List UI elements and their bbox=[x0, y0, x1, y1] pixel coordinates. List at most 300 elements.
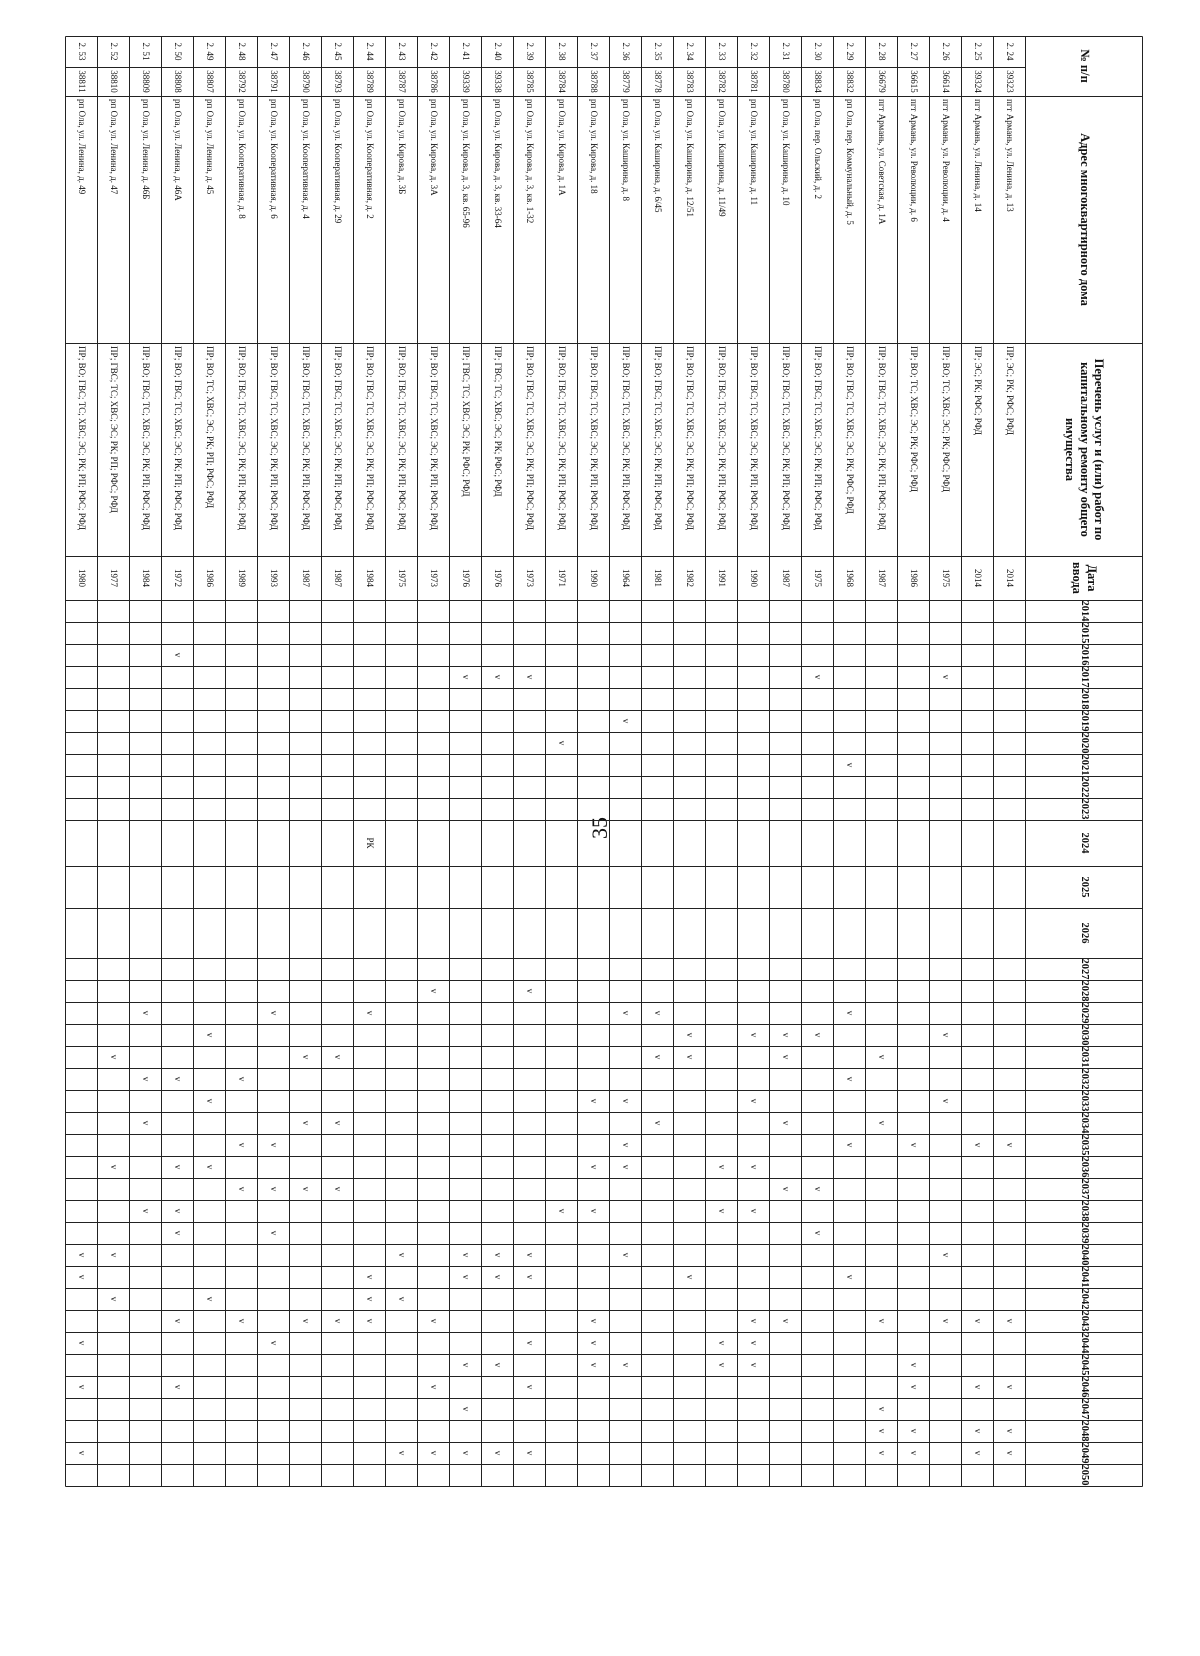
header-year-2016: 2016 bbox=[1079, 644, 1090, 666]
services-list: ПР; ВО; ГВС; ТС; ХВС; ЭС; РК; РП; РФС; РФД bbox=[525, 346, 535, 531]
services-list: ПР; ВО; ГВС; ТС; ХВС; ЭС; РК; РП; РФС; РФД bbox=[397, 346, 407, 531]
commission-year: 1972 bbox=[173, 569, 183, 587]
row-number: 2. 44 bbox=[365, 42, 375, 61]
commission-year: 1975 bbox=[941, 569, 951, 587]
house-address: рп Ола, ул. Кирова, д. 1А bbox=[557, 99, 567, 196]
schedule-mark: v bbox=[237, 1186, 247, 1192]
row-number: 2. 36 bbox=[621, 42, 631, 61]
schedule-mark: v bbox=[173, 1384, 183, 1390]
schedule-mark: v bbox=[493, 1252, 503, 1258]
house-id: 38784 bbox=[557, 70, 567, 93]
schedule-mark: v bbox=[781, 1186, 791, 1192]
services-list: ПР; ГВС; ТС; ХВС; ЭС; РК; РП; РФС; РФД bbox=[109, 346, 119, 513]
schedule-mark: v bbox=[333, 1186, 343, 1192]
schedule-mark: v bbox=[173, 1076, 183, 1082]
services-list: ПР; ВО; ГВС; ТС; ХВС; ЭС; РК; РП; РФС; РФД bbox=[685, 346, 695, 531]
row-number: 2. 26 bbox=[941, 42, 951, 61]
commission-year: 1977 bbox=[109, 569, 119, 587]
schedule-mark: v bbox=[813, 1032, 823, 1038]
schedule-mark: v bbox=[173, 1230, 183, 1236]
house-address: пгт Армань, ул. Ленина, д. 14 bbox=[973, 99, 983, 212]
row-number: 2. 46 bbox=[301, 42, 311, 61]
row-number: 2. 27 bbox=[909, 42, 919, 61]
house-id: 38780 bbox=[781, 70, 791, 93]
schedule-mark: v bbox=[941, 1032, 951, 1038]
capital-repair-schedule-table bbox=[78, 36, 1143, 1646]
schedule-mark: v bbox=[461, 674, 471, 680]
commission-year: 1975 bbox=[397, 569, 407, 587]
schedule-mark: v bbox=[429, 1450, 439, 1456]
schedule-mark: v bbox=[77, 1252, 87, 1258]
house-id: 38778 bbox=[653, 70, 663, 93]
row-number: 2. 37 bbox=[589, 42, 599, 61]
services-list: ПР; ВО; ТС; ХВС; ЭС; РК; РФС; РФД bbox=[909, 346, 919, 492]
header-address: Адрес многоквартирного дома bbox=[1077, 133, 1092, 306]
schedule-mark: v bbox=[621, 718, 631, 724]
schedule-mark: v bbox=[109, 1252, 119, 1258]
house-id: 36679 bbox=[877, 70, 887, 93]
schedule-mark: v bbox=[749, 1164, 759, 1170]
house-id: 38832 bbox=[845, 70, 855, 93]
schedule-mark: v bbox=[621, 1164, 631, 1170]
schedule-mark: v bbox=[173, 1318, 183, 1324]
house-id: 39338 bbox=[493, 70, 503, 93]
house-address: рп Ола, ул. Ленина, д. 46Б bbox=[141, 99, 151, 200]
header-year-2033: 2033 bbox=[1079, 1090, 1090, 1112]
house-address: рп Ола, ул. Каширина, д. 10 bbox=[781, 99, 791, 206]
commission-year: 2014 bbox=[1005, 569, 1015, 587]
schedule-mark: v bbox=[717, 1340, 727, 1346]
schedule-mark: v bbox=[525, 1384, 535, 1390]
schedule-mark: v bbox=[717, 1362, 727, 1368]
commission-year: 1986 bbox=[205, 569, 215, 587]
commission-year: 1984 bbox=[365, 569, 375, 587]
page-number: 35 bbox=[587, 817, 612, 839]
header-year-2022: 2022 bbox=[1079, 776, 1090, 798]
schedule-mark: v bbox=[749, 1098, 759, 1104]
services-list: ПР; ЭС; РК; РФС; РФД bbox=[973, 346, 983, 436]
schedule-mark: v bbox=[461, 1362, 471, 1368]
schedule-mark: v bbox=[685, 1274, 695, 1280]
schedule-mark: v bbox=[525, 988, 535, 994]
row-number: 2. 34 bbox=[685, 42, 695, 61]
schedule-mark: v bbox=[269, 1142, 279, 1148]
commission-year: 1984 bbox=[141, 569, 151, 587]
schedule-mark: v bbox=[1005, 1450, 1015, 1456]
header-year-2048: 2048 bbox=[1079, 1420, 1090, 1442]
header-year-2041: 2041 bbox=[1079, 1266, 1090, 1288]
schedule-mark: v bbox=[941, 1098, 951, 1104]
house-id: 38807 bbox=[205, 70, 215, 93]
schedule-mark: v bbox=[525, 674, 535, 680]
services-list: ПР; ЭС; РК; РФС; РФД bbox=[1005, 346, 1015, 436]
schedule-mark: v bbox=[749, 1318, 759, 1324]
house-id: 38788 bbox=[589, 70, 599, 93]
house-address: пгт Армань, ул. Революции, д. 6 bbox=[909, 99, 919, 222]
schedule-mark: v bbox=[365, 1274, 375, 1280]
house-id: 39324 bbox=[973, 70, 983, 93]
schedule-mark: v bbox=[77, 1340, 87, 1346]
house-address: рп Ола, ул. Каширина, д. 11 bbox=[749, 99, 759, 206]
row-number: 2. 35 bbox=[653, 42, 663, 61]
schedule-mark: v bbox=[621, 1362, 631, 1368]
schedule-mark: v bbox=[813, 1186, 823, 1192]
schedule-mark: v bbox=[525, 1450, 535, 1456]
house-id: 36614 bbox=[941, 70, 951, 93]
header-year-2047: 2047 bbox=[1079, 1398, 1090, 1420]
header-year-2039: 2039 bbox=[1079, 1222, 1090, 1244]
services-list: ПР; ВО; ГВС; ТС; ХВС; ЭС; РК; РП; РФС; РФД bbox=[269, 346, 279, 531]
schedule-mark: v bbox=[685, 1032, 695, 1038]
schedule-mark: v bbox=[109, 1054, 119, 1060]
schedule-mark: v bbox=[589, 1340, 599, 1346]
services-list: ПР; ВО; ГВС; ТС; ХВС; ЭС; РК; РП; РФС; РФД bbox=[781, 346, 791, 531]
commission-year: 1975 bbox=[813, 569, 823, 587]
header-year-2049: 2049 bbox=[1079, 1442, 1090, 1464]
schedule-mark: v bbox=[877, 1054, 887, 1060]
house-id: 38809 bbox=[141, 70, 151, 93]
schedule-mark: v bbox=[877, 1406, 887, 1412]
schedule-mark: v bbox=[621, 1098, 631, 1104]
schedule-mark: v bbox=[237, 1142, 247, 1148]
schedule-mark: v bbox=[205, 1164, 215, 1170]
row-number: 2. 48 bbox=[237, 42, 247, 61]
house-address: рп Ола, ул. Каширина, д. 12/51 bbox=[685, 99, 695, 217]
row-number: 2. 45 bbox=[333, 42, 343, 61]
schedule-mark: v bbox=[173, 1208, 183, 1214]
schedule-mark: v bbox=[205, 1296, 215, 1302]
row-number: 2. 51 bbox=[141, 42, 151, 61]
schedule-mark: v bbox=[653, 1010, 663, 1016]
schedule-mark: v bbox=[749, 1208, 759, 1214]
commission-year: 1987 bbox=[781, 569, 791, 587]
commission-year: 2014 bbox=[973, 569, 983, 587]
schedule-mark: v bbox=[141, 1076, 151, 1082]
house-address: рп Ола, ул. Кооперативная, д. 2 bbox=[365, 99, 375, 219]
commission-year: 1968 bbox=[845, 569, 855, 587]
house-address: рп Ола, ул. Кирова, д. 3, кв. 1-32 bbox=[525, 99, 535, 224]
house-address: рп Ола, ул. Каширина, д. 6/45 bbox=[653, 99, 663, 213]
commission-year: 1990 bbox=[749, 569, 759, 587]
header-year-2030: 2030 bbox=[1079, 1024, 1090, 1046]
header-year-2017: 2017 bbox=[1079, 666, 1090, 688]
row-number: 2. 52 bbox=[109, 42, 119, 61]
header-year-2014: 2014 bbox=[1079, 600, 1090, 622]
services-list: ПР; ГВС; ТС; ХВС; ЭС; РК; РФС; РФД bbox=[493, 346, 503, 497]
row-number: 2. 24 bbox=[1005, 42, 1015, 61]
services-list: ПР; ВО; ГВС; ТС; ХВС; ЭС; РК; РП; РФС; РФД bbox=[429, 346, 439, 531]
schedule-mark: v bbox=[973, 1384, 983, 1390]
schedule-mark: v bbox=[429, 1318, 439, 1324]
header-year-2018: 2018 bbox=[1079, 688, 1090, 710]
row-number: 2. 41 bbox=[461, 42, 471, 61]
schedule-mark: v bbox=[717, 1164, 727, 1170]
commission-year: 1990 bbox=[589, 569, 599, 587]
schedule-mark: v bbox=[941, 674, 951, 680]
header-year-2045: 2045 bbox=[1079, 1354, 1090, 1376]
schedule-mark: v bbox=[877, 1450, 887, 1456]
house-address: пгт Армань, ул. Революции, д. 4 bbox=[941, 99, 951, 222]
header-year-2042: 2042 bbox=[1079, 1288, 1090, 1310]
commission-year: 1987 bbox=[333, 569, 343, 587]
schedule-mark: v bbox=[461, 1274, 471, 1280]
schedule-mark: v bbox=[77, 1274, 87, 1280]
schedule-mark: v bbox=[941, 1318, 951, 1324]
schedule-mark: v bbox=[909, 1428, 919, 1434]
schedule-mark: v bbox=[621, 1142, 631, 1148]
header-year-2027: 2027 bbox=[1079, 958, 1090, 980]
schedule-mark: v bbox=[653, 1054, 663, 1060]
schedule-mark: v bbox=[973, 1318, 983, 1324]
header-year-2025: 2025 bbox=[1079, 876, 1090, 898]
header-year-2036: 2036 bbox=[1079, 1156, 1090, 1178]
header-year-2015: 2015 bbox=[1079, 622, 1090, 644]
schedule-mark: v bbox=[877, 1318, 887, 1324]
schedule-mark: v bbox=[877, 1120, 887, 1126]
schedule-mark: v bbox=[525, 1340, 535, 1346]
schedule-mark: v bbox=[301, 1054, 311, 1060]
schedule-mark: v bbox=[333, 1054, 343, 1060]
schedule-mark: v bbox=[461, 1406, 471, 1412]
schedule-mark: v bbox=[781, 1032, 791, 1038]
header-year-2034: 2034 bbox=[1079, 1112, 1090, 1134]
schedule-mark: v bbox=[749, 1362, 759, 1368]
services-list: ПР; ВО; ГВС; ТС; ХВС; ЭС; РК; РП; РФС; РФД bbox=[557, 346, 567, 531]
commission-year: 1973 bbox=[429, 569, 439, 587]
house-address: рп Ола, ул. Кооперативная, д. 29 bbox=[333, 99, 343, 224]
header-year-2021: 2021 bbox=[1079, 754, 1090, 776]
header-year-2023: 2023 bbox=[1079, 798, 1090, 820]
row-number: 2. 40 bbox=[493, 42, 503, 61]
schedule-mark: v bbox=[493, 1274, 503, 1280]
commission-year: 1987 bbox=[877, 569, 887, 587]
header-year-2037: 2037 bbox=[1079, 1178, 1090, 1200]
schedule-mark: v bbox=[749, 1032, 759, 1038]
commission-year: 1971 bbox=[557, 569, 567, 587]
services-list: ПР; ВО; ГВС; ТС; ХВС; ЭС; РК; РП; РФС; РФД bbox=[877, 346, 887, 531]
services-list: ПР; ВО; ТС; ХВС; ЭС; РК; РП; РФС; РФД bbox=[205, 346, 215, 509]
row-number: 2. 49 bbox=[205, 42, 215, 61]
schedule-mark: v bbox=[653, 1120, 663, 1126]
row-number: 2. 32 bbox=[749, 42, 759, 61]
schedule-mark: v bbox=[237, 1318, 247, 1324]
schedule-mark: v bbox=[589, 1098, 599, 1104]
schedule-mark: v bbox=[141, 1010, 151, 1016]
header-year-2038: 2038 bbox=[1079, 1200, 1090, 1222]
house-address: пгт Армань, ул. Ленина, д. 13 bbox=[1005, 99, 1015, 212]
house-id: 39323 bbox=[1005, 70, 1015, 93]
house-id: 38785 bbox=[525, 70, 535, 93]
schedule-mark: v bbox=[429, 1384, 439, 1390]
row-number: 2. 42 bbox=[429, 42, 439, 61]
commission-year: 1973 bbox=[525, 569, 535, 587]
commission-year: 1989 bbox=[237, 569, 247, 587]
row-number: 2. 25 bbox=[973, 42, 983, 61]
header-year-2019: 2019 bbox=[1079, 710, 1090, 732]
services-list: ПР; ВО; ГВС; ТС; ХВС; ЭС; РК; РП; РФС; РФД bbox=[813, 346, 823, 531]
schedule-mark: v bbox=[109, 1164, 119, 1170]
house-address: рп Ола, ул. Ленина, д. 47 bbox=[109, 99, 119, 195]
schedule-mark: v bbox=[1005, 1318, 1015, 1324]
commission-year: 1986 bbox=[909, 569, 919, 587]
header-services: Перечень услуг и (или) работ по капитальному ремонту общего имущества bbox=[1063, 358, 1107, 541]
schedule-mark: v bbox=[717, 1208, 727, 1214]
services-list: ПР; ГВС; ТС; ХВС; ЭС; РК; РФС; РФД bbox=[461, 346, 471, 497]
schedule-mark: v bbox=[909, 1142, 919, 1148]
header-year-2050: 2050 bbox=[1079, 1464, 1090, 1486]
row-number: 2. 31 bbox=[781, 42, 791, 61]
commission-year: 1982 bbox=[685, 569, 695, 587]
schedule-mark: v bbox=[749, 1340, 759, 1346]
schedule-mark: v bbox=[557, 1208, 567, 1214]
schedule-mark: v bbox=[109, 1296, 119, 1302]
house-id: 38786 bbox=[429, 70, 439, 93]
house-address: рп Ола, ул. Кирова, д. 3А bbox=[429, 99, 439, 196]
schedule-mark: v bbox=[845, 1010, 855, 1016]
services-list: ПР; ВО; ГВС; ТС; ХВС; ЭС; РК; РП; РФС; РФД bbox=[717, 346, 727, 531]
header-year-2046: 2046 bbox=[1079, 1376, 1090, 1398]
services-list: ПР; ВО; ГВС; ТС; ХВС; ЭС; РК; РП; РФС; РФД bbox=[749, 346, 759, 531]
house-address: рп Ола, ул. Кооперативная, д. 4 bbox=[301, 99, 311, 219]
header-year-2029: 2029 bbox=[1079, 1002, 1090, 1024]
commission-year: 1976 bbox=[461, 569, 471, 587]
services-list: ПР; ВО; ГВС; ТС; ХВС; ЭС; РК; РП; РФС; РФД bbox=[77, 346, 87, 531]
house-address: рп Ола, ул. Каширина, д. 11/49 bbox=[717, 99, 727, 217]
schedule-mark: v bbox=[397, 1252, 407, 1258]
house-address: рп Ола, ул. Ленина, д. 49 bbox=[77, 99, 87, 195]
schedule-mark: v bbox=[269, 1010, 279, 1016]
house-id: 38791 bbox=[269, 70, 279, 93]
house-address: рп Ола, ул. Кирова, д. 18 bbox=[589, 99, 599, 194]
schedule-mark: v bbox=[141, 1120, 151, 1126]
schedule-mark: v bbox=[493, 1362, 503, 1368]
house-address: рп Ола, ул. Кооперативная, д. 6 bbox=[269, 99, 279, 219]
row-number: 2. 29 bbox=[845, 42, 855, 61]
schedule-mark: v bbox=[173, 652, 183, 658]
house-id: 38808 bbox=[173, 70, 183, 93]
schedule-mark: v bbox=[781, 1318, 791, 1324]
schedule-mark: v bbox=[173, 1164, 183, 1170]
services-list: ПР; ВО; ГВС; ТС; ХВС; ЭС; РК; РП; РФС; РФД bbox=[621, 346, 631, 531]
header-year-2035: 2035 bbox=[1079, 1134, 1090, 1156]
schedule-mark: v bbox=[557, 740, 567, 746]
services-list: ПР; ВО; ГВС; ТС; ХВС; ЭС; РК; РП; РФС; РФД bbox=[237, 346, 247, 531]
schedule-mark: v bbox=[237, 1076, 247, 1082]
house-id: 38789 bbox=[365, 70, 375, 93]
schedule-mark: v bbox=[621, 1252, 631, 1258]
services-list: ПР; ВО; ГВС; ТС; ХВС; ЭС; РК; РП; РФС; РФД bbox=[173, 346, 183, 531]
services-list: ПР; ВО; ГВС; ТС; ХВС; ЭС; РК; РП; РФС; РФД bbox=[301, 346, 311, 531]
commission-year: 1964 bbox=[621, 569, 631, 587]
commission-year: 1976 bbox=[493, 569, 503, 587]
row-number: 2. 39 bbox=[525, 42, 535, 61]
schedule-mark: v bbox=[77, 1384, 87, 1390]
services-list: ПР; ВО; ГВС; ТС; ХВС; ЭС; РК; РП; РФС; РФД bbox=[653, 346, 663, 531]
schedule-mark: v bbox=[301, 1318, 311, 1324]
rotated-page bbox=[78, 36, 1143, 1646]
schedule-mark: v bbox=[365, 1296, 375, 1302]
services-list: ПР; ВО; ГВС; ТС; ХВС; ЭС; РК; РП; РФС; РФД bbox=[333, 346, 343, 531]
header-year-2020: 2020 bbox=[1079, 732, 1090, 754]
schedule-mark: v bbox=[845, 1142, 855, 1148]
schedule-mark: v bbox=[909, 1450, 919, 1456]
schedule-mark: v bbox=[845, 1076, 855, 1082]
schedule-mark: v bbox=[301, 1120, 311, 1126]
schedule-mark: v bbox=[589, 1318, 599, 1324]
house-id: 38810 bbox=[109, 70, 119, 93]
house-address: рп Ола, ул. Ленина, д. 45 bbox=[205, 99, 215, 195]
house-id: 38811 bbox=[77, 70, 87, 93]
house-id: 36615 bbox=[909, 70, 919, 93]
schedule-mark: v bbox=[333, 1120, 343, 1126]
house-address: рп Ола, пер. Коммунальный, д. 5 bbox=[845, 99, 855, 225]
schedule-mark: v bbox=[589, 1362, 599, 1368]
row-number: 2. 38 bbox=[557, 42, 567, 61]
schedule-mark: v bbox=[973, 1428, 983, 1434]
row-number: 2. 33 bbox=[717, 42, 727, 61]
schedule-mark: v bbox=[1005, 1428, 1015, 1434]
header-year-2043: 2043 bbox=[1079, 1310, 1090, 1332]
schedule-mark: v bbox=[845, 1274, 855, 1280]
house-address: пгт Армань, ул. Советская, д. 1А bbox=[877, 99, 887, 225]
schedule-mark: v bbox=[493, 1450, 503, 1456]
row-number: 2. 28 bbox=[877, 42, 887, 61]
house-address: рп Ола, ул. Кирова, д. 3, кв. 65-96 bbox=[461, 99, 471, 228]
schedule-mark: v bbox=[525, 1252, 535, 1258]
schedule-mark: v bbox=[781, 1054, 791, 1060]
services-list: ПР; ВО; ГВС; ТС; ХВС; ЭС; РК; РП; РФС; РФД bbox=[141, 346, 151, 531]
row-number: 2. 47 bbox=[269, 42, 279, 61]
schedule-mark: v bbox=[909, 1362, 919, 1368]
schedule-mark: v bbox=[461, 1450, 471, 1456]
house-address: рп Ола, пер. Ольский, д. 2 bbox=[813, 99, 823, 200]
schedule-mark: v bbox=[589, 1208, 599, 1214]
schedule-mark: v bbox=[685, 1054, 695, 1060]
commission-year: 1993 bbox=[269, 569, 279, 587]
header-year-2031: 2031 bbox=[1079, 1046, 1090, 1068]
schedule-mark: v bbox=[205, 1098, 215, 1104]
schedule-mark: v bbox=[493, 674, 503, 680]
schedule-mark: v bbox=[813, 674, 823, 680]
schedule-mark: v bbox=[845, 762, 855, 768]
schedule-mark: v bbox=[973, 1450, 983, 1456]
house-address: рп Ола, ул. Каширина, д. 8 bbox=[621, 99, 631, 201]
schedule-mark: v bbox=[269, 1186, 279, 1192]
header-date: Дата ввода bbox=[1070, 562, 1099, 594]
header-year-2026: 2026 bbox=[1079, 922, 1090, 944]
house-address: рп Ола, ул. Кирова, д. 3, кв. 33-64 bbox=[493, 99, 503, 228]
house-id: 38790 bbox=[301, 70, 311, 93]
schedule-mark: v bbox=[813, 1230, 823, 1236]
row-number: 2. 50 bbox=[173, 42, 183, 61]
commission-year: 1991 bbox=[717, 569, 727, 587]
house-id: 38782 bbox=[717, 70, 727, 93]
house-id: 38793 bbox=[333, 70, 343, 93]
schedule-mark: v bbox=[333, 1318, 343, 1324]
header-year-2032: 2032 bbox=[1079, 1068, 1090, 1090]
house-address: рп Ола, ул. Кооперативная, д. 8 bbox=[237, 99, 247, 219]
services-list: ПР; ВО; ГВС; ТС; ХВС; ЭС; РК; РП; РФС; РФД bbox=[365, 346, 375, 531]
row-number: 2. 53 bbox=[77, 42, 87, 61]
services-list: ПР; ВО; ГВС; ТС; ХВС; ЭС; РК; РП; РФС; РФД bbox=[589, 346, 599, 531]
header-year-2040: 2040 bbox=[1079, 1244, 1090, 1266]
row-number: 2. 43 bbox=[397, 42, 407, 61]
commission-year: 1981 bbox=[653, 569, 663, 587]
schedule-mark: v bbox=[269, 1340, 279, 1346]
house-address: рп Ола, ул. Ленина, д. 46А bbox=[173, 99, 183, 201]
header-year-2028: 2028 bbox=[1079, 980, 1090, 1002]
house-id: 38792 bbox=[237, 70, 247, 93]
